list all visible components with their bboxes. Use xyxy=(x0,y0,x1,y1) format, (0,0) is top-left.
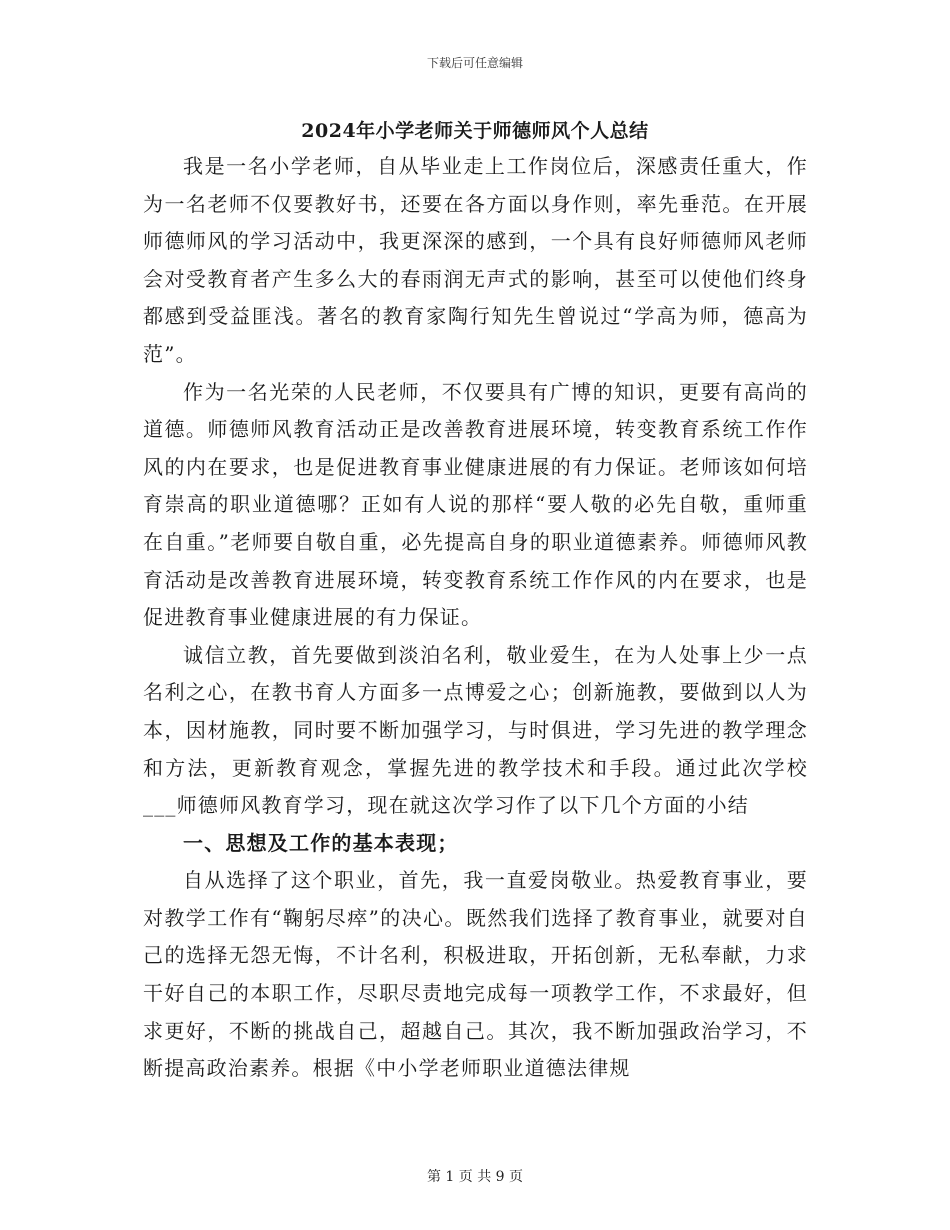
page-number: 第 1 页 共 9 页 xyxy=(426,1169,524,1185)
section-paragraph: 自从选择了这个职业，首先，我一直爱岗敬业。热爱教育事业，要对教学工作有“鞠躬尽瘁”的决心。既然我们选择了教育事业，就要对自己的选择无怨无悔，不计名利，积极进取，开拓创新，无私奉献，力求干好自己的本职工作，尽职尽责地完成每一项教学工作，不求最好，但求更好，不断的挑战自己，超越自己。其次，我不断加强政治学习，不断提高政治素养。根据《中小学老师职业道德法律规 xyxy=(143,868,808,1081)
paragraph-1: 我是一名小学老师，自从毕业走上工作岗位后，深感责任重大，作为一名老师不仅要教好书，还要在各方面以身作则，率先垂范。在开展师德师风的学习活动中，我更深深的感到，一个具有良好师德师风老师会对受教育者产生多么大的春雨润无声式的影响，甚至可以使他们终身都感到受益匪浅。著名的教育家陶行知先生曾说过“学高为师，德高为范”。 xyxy=(143,154,808,366)
paragraph-3: 诚信立教，首先要做到淡泊名利，敬业爱生，在为人处事上少一点名利之心，在教书育人方面多一点博爱之心；创新施教，要做到以人为本，因材施教，同时要不断加强学习，与时俱进，学习先进的教学理念和方法，更新教育观念，掌握先进的教学技术和手段。通过此次学校___师德师风教育学习，现在就这次学习作了以下几个方面的小结 xyxy=(143,642,808,818)
document-body xyxy=(143,148,808,1088)
document-title: 2024年小学老师关于师德师风个人总结 xyxy=(301,120,649,142)
section-heading: 一、思想及工作的基本表现； xyxy=(183,830,459,855)
paragraph-2: 作为一名光荣的人民老师，不仅要具有广博的知识，更要有高尚的道德。师德师风教育活动正是改善教育进展环境，转变教育系统工作作风的内在要求，也是促进教育事业健康进展的有力保证。老师该如何培育崇高的职业道德哪？正如有人说的那样“要人敬的必先自敬，重师重在自重。”老师要自敬自重，必先提高自身的职业道德素养。师德师风教育活动是改善教育进展环境，转变教育系统工作作风的内在要求，也是促进教育事业健康进展的有力保证。 xyxy=(143,379,808,630)
download-note: 下载后可任意编辑 xyxy=(426,56,523,70)
